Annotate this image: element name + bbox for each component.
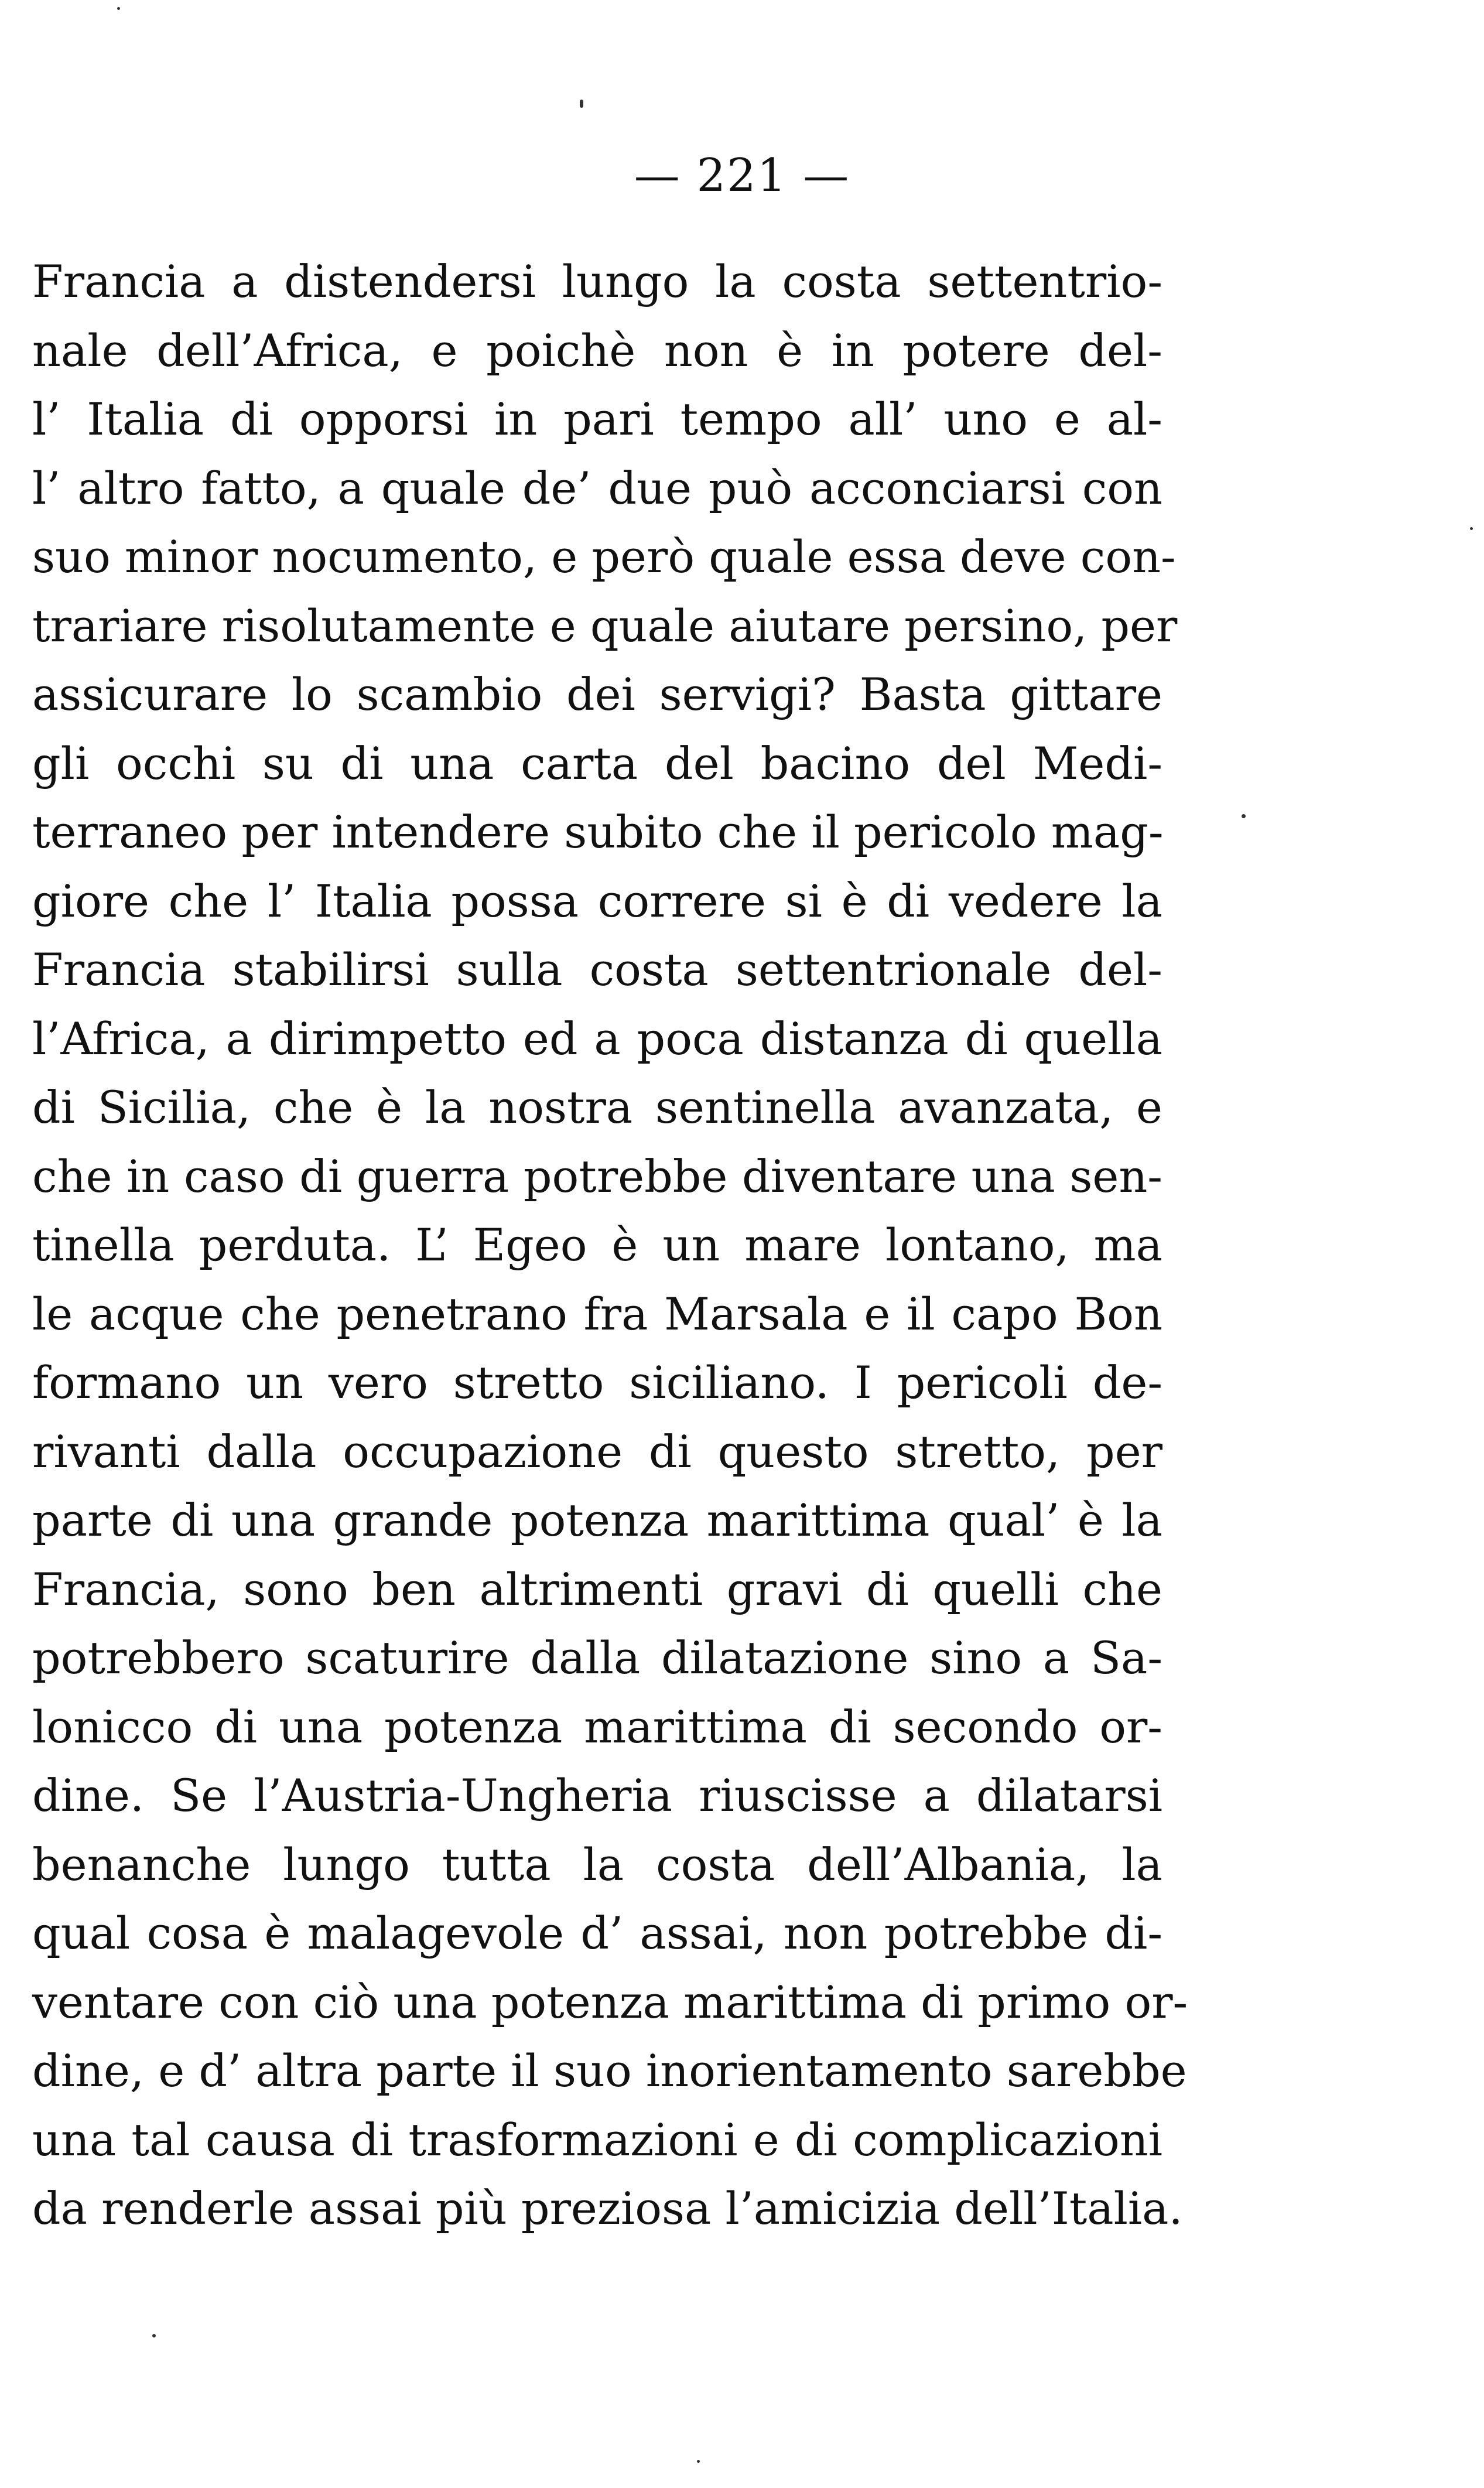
- scan-speck: [1242, 814, 1246, 818]
- text-line: suo minor nocumento, e però quale essa deve con-: [32, 531, 1176, 583]
- text-line: tinella perduta. L’ Egeo è un mare lontano, ma: [32, 1219, 1162, 1271]
- scan-speck: [1470, 527, 1473, 530]
- scan-speck: [697, 2460, 700, 2463]
- text-line: dine, e d’ altra parte il suo inorientamento sarebbe: [32, 2045, 1187, 2097]
- scan-speck: [117, 7, 120, 10]
- text-line: gli occhi su di una carta del bacino del Medi-: [32, 737, 1162, 790]
- text-line: Francia a distendersi lungo la costa settentrio-: [32, 255, 1162, 307]
- text-line: Francia stabilirsi sulla costa settentrionale del-: [32, 944, 1162, 996]
- text-line: terraneo per intendere subito che il pericolo mag-: [32, 806, 1164, 858]
- text-line: rivanti dalla occupazione di questo stretto, per: [32, 1425, 1162, 1478]
- text-line: che in caso di guerra potrebbe diventare una sen-: [32, 1150, 1162, 1202]
- text-line: qual cosa è malagevole d’ assai, non potrebbe di-: [32, 1907, 1162, 1959]
- text-line: l’ altro fatto, a quale de’ due può acconciarsi con: [32, 462, 1162, 514]
- text-line: lonicco di una potenza marittima di secondo or-: [32, 1700, 1162, 1753]
- text-line: le acque che penetrano fra Marsala e il capo Bon: [32, 1287, 1162, 1340]
- text-line: di Sicilia, che è la nostra sentinella avanzata, e: [32, 1081, 1162, 1133]
- text-line: parte di una grande potenza marittima qual’ è la: [32, 1494, 1162, 1546]
- page-number: — 221 —: [634, 149, 850, 202]
- text-line: l’ Italia di opporsi in pari tempo all’ uno e al-: [32, 393, 1162, 445]
- text-line: l’Africa, a dirimpetto ed a poca distanza di quella: [32, 1012, 1162, 1065]
- text-line: dine. Se l’Austria-Ungheria riuscisse a dilatarsi: [32, 1769, 1162, 1821]
- text-line: giore che l’ Italia possa correre si è di vedere la: [32, 874, 1162, 927]
- text-line: trariare risolutamente e quale aiutare persino, per: [32, 599, 1178, 652]
- text-line: assicurare lo scambio dei servigi? Basta gittare: [32, 668, 1162, 720]
- scan-speck: [580, 100, 583, 108]
- scan-speck: [152, 2334, 156, 2337]
- text-line: una tal causa di trasformazioni e di complicazioni: [32, 2113, 1162, 2166]
- text-line: da renderle assai più preziosa l’amicizia dell’Italia.: [32, 2182, 1183, 2234]
- text-line: potrebbero scaturire dalla dilatazione sino a Sa-: [32, 1632, 1162, 1684]
- body-text: [32, 247, 1188, 2243]
- text-line: ventare con ciò una potenza marittima di primo or-: [32, 1976, 1188, 2028]
- text-line: formano un vero stretto siciliano. I pericoli de-: [32, 1356, 1162, 1409]
- text-line: nale dell’Africa, e poichè non è in potere del-: [32, 324, 1162, 377]
- text-line: Francia, sono ben altrimenti gravi di quelli che: [32, 1563, 1162, 1615]
- text-line: benanche lungo tutta la costa dell’Albania, la: [32, 1838, 1162, 1891]
